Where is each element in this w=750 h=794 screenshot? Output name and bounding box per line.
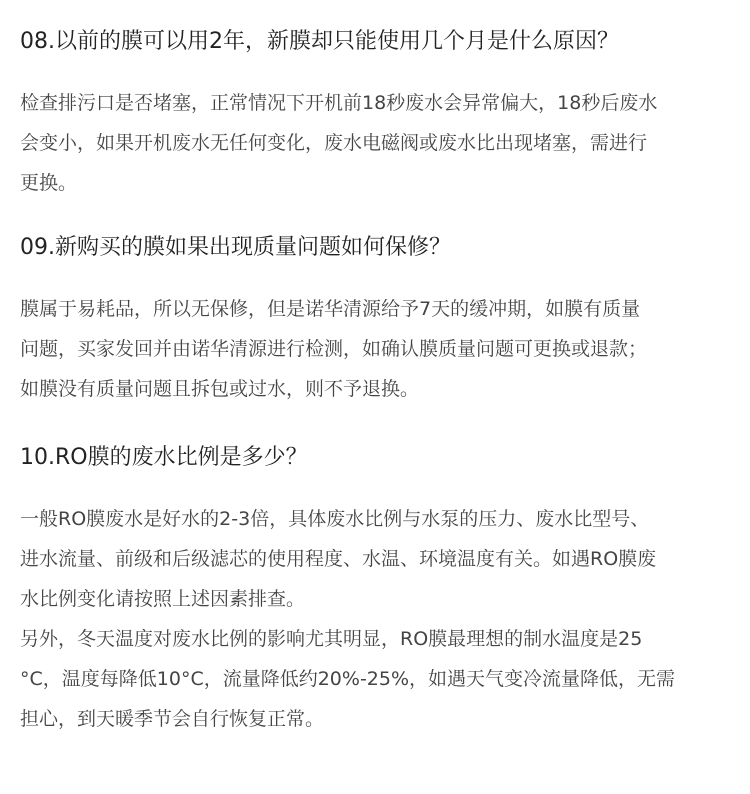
faq-question-08: 08.以前的膜可以用2年，新膜却只能使用几个月是什么原因？ <box>20 29 619 54</box>
answer-line: 另外，冬天温度对废水比例的影响尤其明显，RO膜最理想的制水温度是25 <box>20 628 643 650</box>
faq-question-09: 09.新购买的膜如果出现质量问题如何保修？ <box>20 235 451 260</box>
answer-line: 担心，到天暖季节会自行恢复正常。 <box>20 708 325 730</box>
answer-line: 检查排污口是否堵塞，正常情况下开机前18秒废水会异常偏大，18秒后废水 <box>20 92 658 114</box>
faq-answer-08 <box>20 83 732 203</box>
faq-answer-10 <box>20 499 732 739</box>
faq-item-10 <box>20 444 732 739</box>
faq-item-08 <box>20 28 732 203</box>
answer-line: 水比例变化请按照上述因素排查。 <box>20 588 306 610</box>
faq-answer-09 <box>20 289 732 409</box>
answer-line: 如膜没有质量问题且拆包或过水，则不予退换。 <box>20 378 420 400</box>
faq-question-10: 10.RO膜的废水比例是多少？ <box>20 445 308 470</box>
faq-item-09 <box>20 234 732 409</box>
answer-line: 会变小，如果开机废水无任何变化，废水电磁阀或废水比出现堵塞，需进行 <box>20 132 648 154</box>
answer-line: 问题，买家发回并由诺华清源进行检测，如确认膜质量问题可更换或退款； <box>20 338 648 360</box>
answer-line: 一般RO膜废水是好水的2-3倍，具体废水比例与水泵的压力、废水比型号、 <box>20 508 650 530</box>
answer-line: °C，温度每降低10°C，流量降低约20%-25%，如遇天气变冷流量降低，无需 <box>20 668 676 690</box>
answer-line: 进水流量、前级和后级滤芯的使用程度、水温、环境温度有关。如遇RO膜废 <box>20 548 657 570</box>
answer-line: 更换。 <box>20 172 78 194</box>
answer-line: 膜属于易耗品，所以无保修，但是诺华清源给予7天的缓冲期，如膜有质量 <box>20 298 641 320</box>
